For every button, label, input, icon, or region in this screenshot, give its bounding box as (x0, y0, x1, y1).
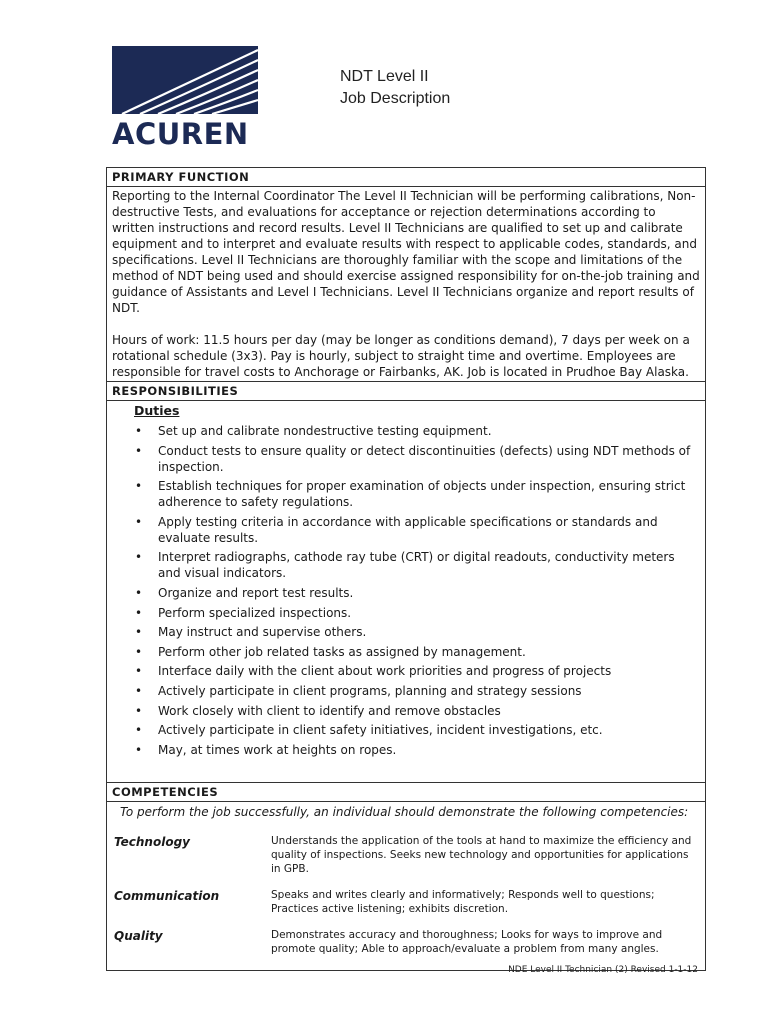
bullet-icon: • (135, 514, 143, 529)
list-item: • Organize and report test results. (135, 585, 354, 600)
competency-description: Speaks and writes clearly and informatively; Responds well to questions; Practices active listening; exhibits discretion. (271, 889, 655, 916)
list-item: • Actively participate in client safety initiatives, incident investigations, etc. (135, 723, 603, 738)
list-item: • Perform other job related tasks as assigned by management. (135, 644, 526, 659)
bullet-icon: • (135, 703, 143, 718)
bullet-icon: • (135, 683, 143, 698)
list-item: • Actively participate in client programs, planning and strategy sessions (135, 683, 582, 698)
competency-description: Understands the application of the tools at hand to maximize the efficiency and quality of inspections. Seeks new technology and opportunities for applications in GPB. (271, 835, 692, 876)
list-item: • Set up and calibrate nondestructive testing equipment. (135, 424, 492, 438)
bullet-icon: • (135, 644, 143, 659)
responsibilities-heading: RESPONSIBILITIES (107, 382, 705, 401)
logo-swoosh-graphic (112, 46, 258, 114)
bullet-icon: • (135, 605, 143, 620)
duties-list (112, 423, 700, 769)
competencies-heading: COMPETENCIES (107, 783, 705, 802)
title-line-2: Job Description (340, 90, 451, 107)
page-footer: NDE Level II Technician (2) Revised 1-1-12 (508, 965, 698, 975)
responsibilities-body (107, 401, 705, 783)
job-description-table (106, 167, 706, 971)
list-item: • Establish techniques for proper examination of objects under inspection, ensuring strict adherence to safety regulations. (135, 479, 686, 510)
title-line-1: NDT Level II (340, 68, 429, 85)
competency-name: Communication (114, 889, 220, 904)
bullet-icon: • (135, 625, 143, 640)
logo-wordmark: ACUREN (112, 117, 249, 151)
document-title (340, 66, 450, 110)
list-item: • May, at times work at heights on ropes. (135, 742, 397, 757)
competency-description: Demonstrates accuracy and thoroughness; Looks for ways to improve and promote quality; Able to approach/evaluate a problem from many angles. (271, 929, 663, 956)
bullet-icon: • (135, 742, 143, 757)
primary-function-paragraph: Reporting to the Internal Coordinator The Level II Technician will be performing calibrations, Non-destructive Tests, and evaluations for acceptance or rejection determinations according to written instructions and record results. Level II Technicians are qualified to set up and calibrate equipment and to interpret and evaluate results with respect to applicable codes, standards, and specifications. Level II Technicians are thoroughly familiar with the scope and limitations of the method of NDT being used and should exercise assigned responsibility for on-the-job training and guidance of Assistants and Level I Technicians. Level II Technicians organize and report results of NDT. (112, 189, 700, 315)
competency-name: Quality (114, 929, 163, 944)
competencies-body (107, 802, 705, 970)
bullet-icon: • (135, 723, 143, 738)
bullet-icon: • (135, 479, 143, 494)
competencies-intro: To perform the job successfully, an individual should demonstrate the following competencies: (120, 805, 689, 820)
competency-row (112, 888, 700, 916)
competency-row (112, 834, 700, 876)
logo-graphic (112, 46, 258, 114)
list-item: • Conduct tests to ensure quality or detect discontinuities (defects) using NDT methods of inspection. (135, 443, 691, 474)
company-logo (112, 46, 258, 150)
bullet-icon: • (135, 664, 143, 679)
hours-of-work-paragraph: Hours of work: 11.5 hours per day (may be longer as conditions demand), 7 days per week on a rotational schedule (3x3). Pay is hourly, subject to straight time and overtime. Employees are responsible for travel costs to Anchorage or Fairbanks, AK. Job is located in Prudhoe Bay Alaska. (112, 333, 690, 379)
list-item: • Work closely with client to identify and remove obstacles (135, 703, 501, 718)
list-item: • Interface daily with the client about work priorities and progress of projects (135, 664, 612, 679)
competency-row (112, 928, 700, 956)
primary-function-heading: PRIMARY FUNCTION (107, 168, 705, 187)
bullet-icon: • (135, 424, 143, 438)
list-item: • May instruct and supervise others. (135, 625, 367, 640)
list-item: • Perform specialized inspections. (135, 605, 352, 620)
primary-function-body (107, 187, 705, 382)
bullet-icon: • (135, 550, 143, 565)
bullet-icon: • (135, 443, 143, 458)
list-item: • Interpret radiographs, cathode ray tube (CRT) or digital readouts, conductivity meters and visual indicators. (135, 550, 675, 581)
competency-name: Technology (114, 835, 190, 850)
list-item: • Apply testing criteria in accordance with applicable specifications or standards and evaluate results. (135, 514, 658, 545)
bullet-icon: • (135, 585, 143, 600)
duties-title: Duties (134, 403, 180, 418)
